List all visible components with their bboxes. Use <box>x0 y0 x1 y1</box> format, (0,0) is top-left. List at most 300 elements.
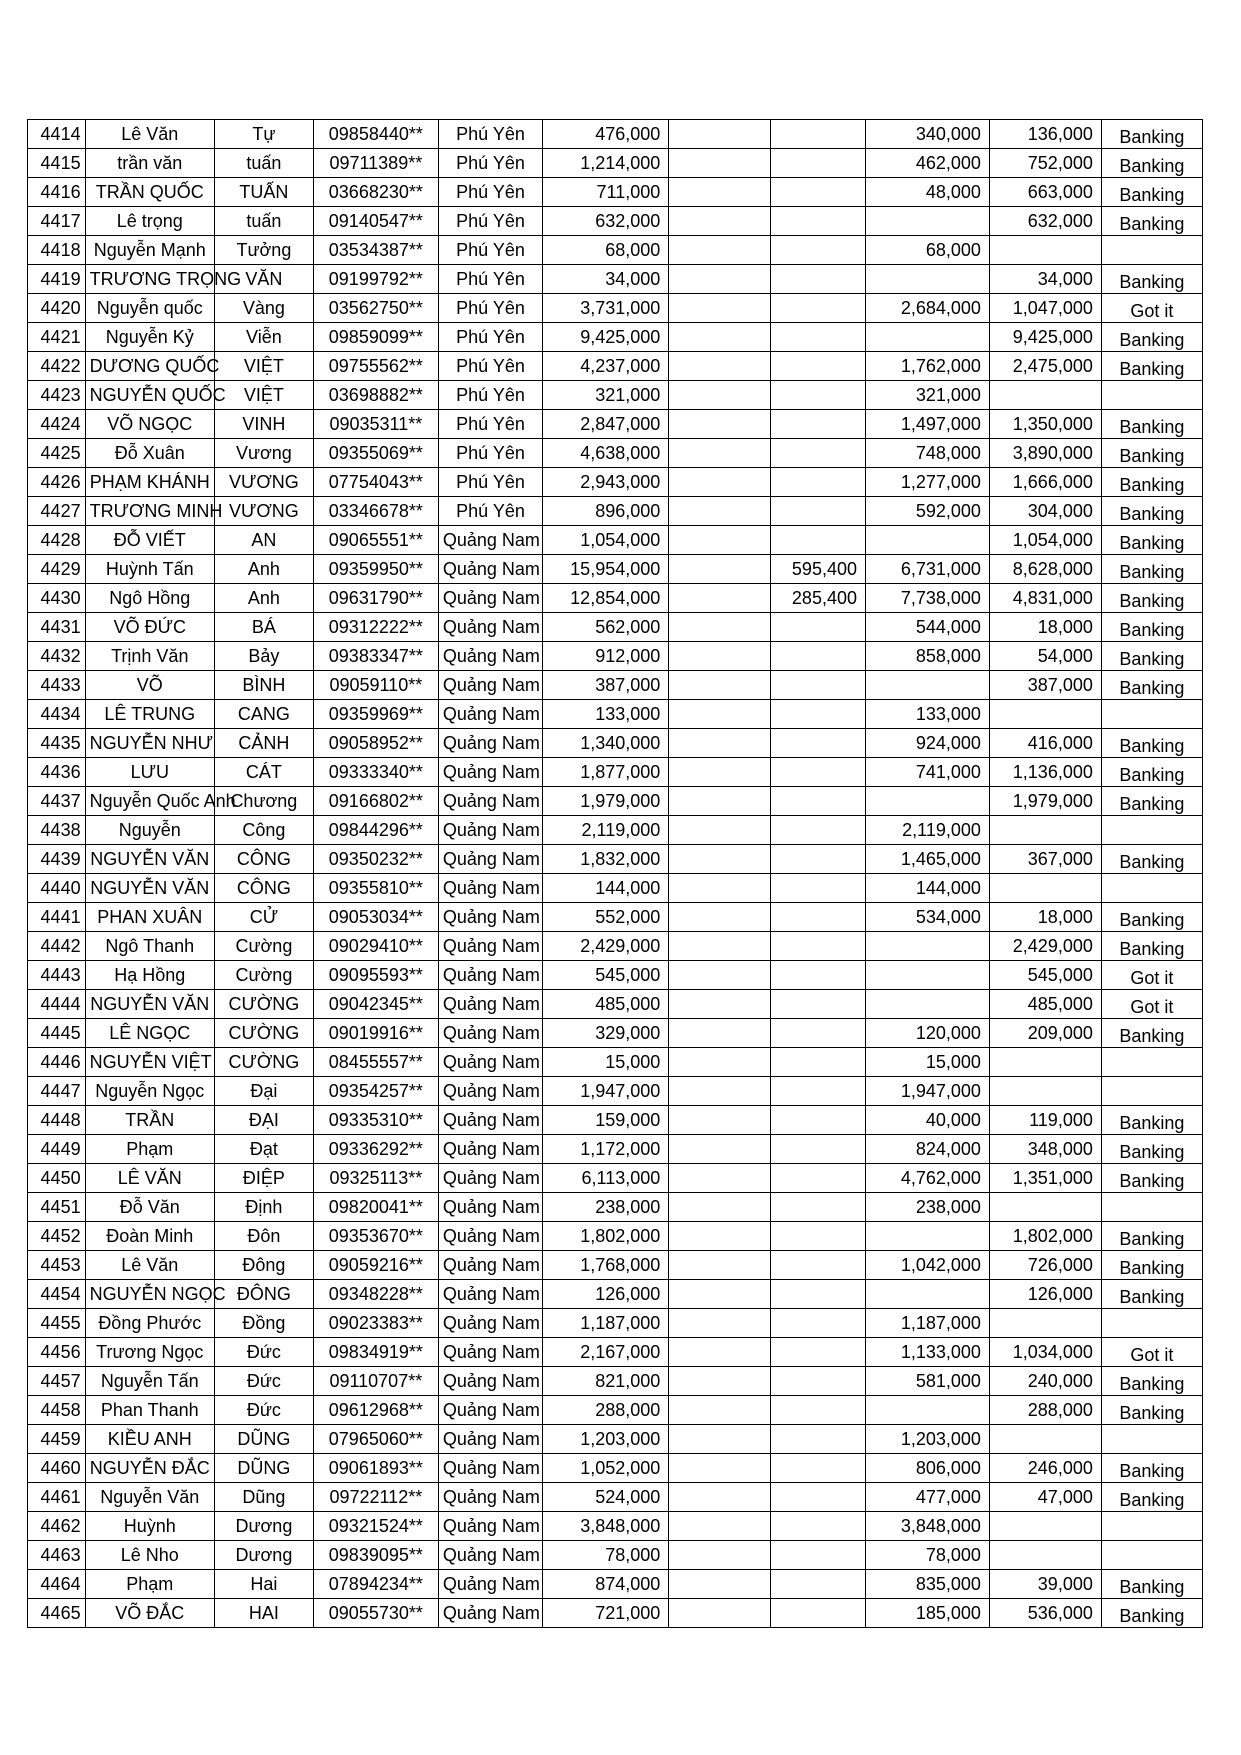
amount-col9-cell: 1,042,000 <box>866 1251 990 1280</box>
total-amount-cell: 1,054,000 <box>543 526 669 555</box>
amount-col8-cell <box>771 1338 866 1367</box>
amount-col8-cell <box>771 120 866 149</box>
last-middle-name-cell: Ngô Hồng <box>85 584 214 613</box>
amount-col9-cell: 40,000 <box>866 1106 990 1135</box>
amount-col7-cell <box>669 1570 771 1599</box>
first-name-cell: Công <box>214 816 313 845</box>
phone-cell: 03534387** <box>313 236 438 265</box>
amount-col9-cell <box>866 1396 990 1425</box>
amount-col8-cell <box>771 1193 866 1222</box>
last-middle-name-cell: Huỳnh Tấn <box>85 555 214 584</box>
amount-col10-cell: 1,979,000 <box>989 787 1101 816</box>
amount-col7-cell <box>669 1367 771 1396</box>
amount-col9-cell: 1,465,000 <box>866 845 990 874</box>
table-row <box>28 1396 1203 1425</box>
amount-col8-cell: 285,400 <box>771 584 866 613</box>
province-cell: Quảng Nam <box>438 1106 542 1135</box>
first-name-cell: Đôn <box>214 1222 313 1251</box>
phone-cell: 09065551** <box>313 526 438 555</box>
amount-col9-cell: 477,000 <box>866 1483 990 1512</box>
row-number-cell: 4431 <box>28 613 86 642</box>
table-row <box>28 1570 1203 1599</box>
phone-cell: 09858440** <box>313 120 438 149</box>
table-row <box>28 1135 1203 1164</box>
province-cell: Phú Yên <box>438 207 542 236</box>
table-row <box>28 294 1203 323</box>
row-number-cell: 4423 <box>28 381 86 410</box>
amount-col8-cell <box>771 1454 866 1483</box>
amount-col8-cell <box>771 1135 866 1164</box>
amount-col9-cell: 592,000 <box>866 497 990 526</box>
province-cell: Phú Yên <box>438 236 542 265</box>
status-cell <box>1101 819 1202 848</box>
table-row <box>28 1251 1203 1280</box>
row-number-cell: 4420 <box>28 294 86 323</box>
phone-cell: 09383347** <box>313 642 438 671</box>
row-number-cell: 4464 <box>28 1570 86 1599</box>
amount-col9-cell: 806,000 <box>866 1454 990 1483</box>
table-row <box>28 1541 1203 1570</box>
amount-col9-cell: 238,000 <box>866 1193 990 1222</box>
province-cell: Phú Yên <box>438 352 542 381</box>
last-middle-name-cell: TRƯƠNG MINH <box>85 497 214 526</box>
last-middle-name-cell: NGUYỄN VĂN <box>85 874 214 903</box>
amount-col7-cell <box>669 1599 771 1628</box>
row-number-cell: 4465 <box>28 1599 86 1628</box>
row-number-cell: 4440 <box>28 874 86 903</box>
table-row <box>28 555 1203 584</box>
province-cell: Quảng Nam <box>438 1077 542 1106</box>
row-number-cell: 4442 <box>28 932 86 961</box>
amount-col7-cell <box>669 294 771 323</box>
total-amount-cell: 1,877,000 <box>543 758 669 787</box>
row-number-cell: 4456 <box>28 1338 86 1367</box>
province-cell: Quảng Nam <box>438 990 542 1019</box>
row-number-cell: 4422 <box>28 352 86 381</box>
amount-col7-cell <box>669 178 771 207</box>
province-cell: Quảng Nam <box>438 1309 542 1338</box>
first-name-cell: Đông <box>214 1251 313 1280</box>
province-cell: Quảng Nam <box>438 1367 542 1396</box>
amount-col10-cell <box>989 1541 1101 1570</box>
amount-col10-cell <box>989 700 1101 729</box>
amount-col10-cell: 726,000 <box>989 1251 1101 1280</box>
row-number-cell: 4425 <box>28 439 86 468</box>
total-amount-cell: 288,000 <box>543 1396 669 1425</box>
total-amount-cell: 721,000 <box>543 1599 669 1628</box>
amount-col10-cell: 545,000 <box>989 961 1101 990</box>
amount-col7-cell <box>669 352 771 381</box>
total-amount-cell: 476,000 <box>543 120 669 149</box>
table-row <box>28 323 1203 352</box>
row-number-cell: 4415 <box>28 149 86 178</box>
first-name-cell: Vương <box>214 439 313 468</box>
last-middle-name-cell: ĐỖ VIẾT <box>85 526 214 555</box>
amount-col10-cell <box>989 1077 1101 1106</box>
amount-col8-cell <box>771 178 866 207</box>
row-number-cell: 4461 <box>28 1483 86 1512</box>
status-cell: Banking <box>1101 1283 1202 1312</box>
amount-col7-cell <box>669 584 771 613</box>
amount-col8-cell <box>771 1570 866 1599</box>
phone-cell: 09722112** <box>313 1483 438 1512</box>
amount-col10-cell: 1,047,000 <box>989 294 1101 323</box>
amount-col7-cell <box>669 990 771 1019</box>
province-cell: Quảng Nam <box>438 816 542 845</box>
row-number-cell: 4426 <box>28 468 86 497</box>
row-number-cell: 4444 <box>28 990 86 1019</box>
table-row <box>28 1193 1203 1222</box>
amount-col7-cell <box>669 1019 771 1048</box>
first-name-cell: VINH <box>214 410 313 439</box>
amount-col7-cell <box>669 932 771 961</box>
amount-col9-cell <box>866 1222 990 1251</box>
row-number-cell: 4448 <box>28 1106 86 1135</box>
amount-col10-cell: 416,000 <box>989 729 1101 758</box>
row-number-cell: 4416 <box>28 178 86 207</box>
table-row <box>28 265 1203 294</box>
amount-col7-cell <box>669 236 771 265</box>
phone-cell: 09095593** <box>313 961 438 990</box>
amount-col8-cell <box>771 265 866 294</box>
amount-col7-cell <box>669 671 771 700</box>
row-number-cell: 4438 <box>28 816 86 845</box>
amount-col7-cell <box>669 874 771 903</box>
phone-cell: 03698882** <box>313 381 438 410</box>
row-number-cell: 4450 <box>28 1164 86 1193</box>
amount-col8-cell <box>771 816 866 845</box>
province-cell: Quảng Nam <box>438 1425 542 1454</box>
first-name-cell: Đồng <box>214 1309 313 1338</box>
amount-col7-cell <box>669 961 771 990</box>
amount-col10-cell: 632,000 <box>989 207 1101 236</box>
first-name-cell: Đại <box>214 1077 313 1106</box>
first-name-cell: Dương <box>214 1541 313 1570</box>
phone-cell: 09199792** <box>313 265 438 294</box>
amount-col10-cell: 209,000 <box>989 1019 1101 1048</box>
amount-col10-cell: 752,000 <box>989 149 1101 178</box>
status-cell: Banking <box>1101 413 1202 442</box>
province-cell: Phú Yên <box>438 265 542 294</box>
row-number-cell: 4434 <box>28 700 86 729</box>
status-cell: Banking <box>1101 326 1202 355</box>
amount-col7-cell <box>669 381 771 410</box>
first-name-cell: Bảy <box>214 642 313 671</box>
province-cell: Quảng Nam <box>438 1280 542 1309</box>
total-amount-cell: 2,167,000 <box>543 1338 669 1367</box>
total-amount-cell: 552,000 <box>543 903 669 932</box>
last-middle-name-cell: Nguyễn Tấn <box>85 1367 214 1396</box>
status-cell: Got it <box>1101 1341 1202 1370</box>
last-middle-name-cell: Phan Thanh <box>85 1396 214 1425</box>
amount-col8-cell <box>771 207 866 236</box>
province-cell: Quảng Nam <box>438 1135 542 1164</box>
amount-col7-cell <box>669 642 771 671</box>
phone-cell: 09839095** <box>313 1541 438 1570</box>
table-row <box>28 874 1203 903</box>
last-middle-name-cell: Đỗ Văn <box>85 1193 214 1222</box>
amount-col7-cell <box>669 1280 771 1309</box>
total-amount-cell: 34,000 <box>543 265 669 294</box>
row-number-cell: 4428 <box>28 526 86 555</box>
table-row <box>28 439 1203 468</box>
phone-cell: 09042345** <box>313 990 438 1019</box>
table-row <box>28 1106 1203 1135</box>
first-name-cell: CƯỜNG <box>214 1048 313 1077</box>
amount-col9-cell: 534,000 <box>866 903 990 932</box>
first-name-cell: Vàng <box>214 294 313 323</box>
amount-col9-cell <box>866 990 990 1019</box>
province-cell: Quảng Nam <box>438 961 542 990</box>
amount-col8-cell <box>771 874 866 903</box>
total-amount-cell: 9,425,000 <box>543 323 669 352</box>
status-cell: Banking <box>1101 616 1202 645</box>
last-middle-name-cell: TRẦN QUỐC <box>85 178 214 207</box>
total-amount-cell: 6,113,000 <box>543 1164 669 1193</box>
last-middle-name-cell: NGUYỄN QUỐC <box>85 381 214 410</box>
status-cell <box>1101 1196 1202 1225</box>
amount-col7-cell <box>669 149 771 178</box>
row-number-cell: 4436 <box>28 758 86 787</box>
amount-col9-cell: 748,000 <box>866 439 990 468</box>
row-number-cell: 4453 <box>28 1251 86 1280</box>
phone-cell: 09354257** <box>313 1077 438 1106</box>
amount-col7-cell <box>669 1425 771 1454</box>
amount-col9-cell <box>866 323 990 352</box>
amount-col9-cell <box>866 671 990 700</box>
total-amount-cell: 4,237,000 <box>543 352 669 381</box>
row-number-cell: 4435 <box>28 729 86 758</box>
last-middle-name-cell: TRƯƠNG TRỌNG <box>85 265 214 294</box>
phone-cell: 09353670** <box>313 1222 438 1251</box>
phone-cell: 09055730** <box>313 1599 438 1628</box>
first-name-cell: ĐIỆP <box>214 1164 313 1193</box>
last-middle-name-cell: Nguyễn <box>85 816 214 845</box>
last-middle-name-cell: VÕ ĐẮC <box>85 1599 214 1628</box>
total-amount-cell: 485,000 <box>543 990 669 1019</box>
row-number-cell: 4418 <box>28 236 86 265</box>
status-cell: Banking <box>1101 1486 1202 1515</box>
amount-col8-cell <box>771 1280 866 1309</box>
province-cell: Quảng Nam <box>438 1048 542 1077</box>
phone-cell: 09844296** <box>313 816 438 845</box>
table-row <box>28 584 1203 613</box>
total-amount-cell: 15,954,000 <box>543 555 669 584</box>
table-row <box>28 1048 1203 1077</box>
phone-cell: 09166802** <box>313 787 438 816</box>
total-amount-cell: 1,203,000 <box>543 1425 669 1454</box>
province-cell: Quảng Nam <box>438 1599 542 1628</box>
amount-col8-cell <box>771 1367 866 1396</box>
total-amount-cell: 329,000 <box>543 1019 669 1048</box>
last-middle-name-cell: PHAN XUÂN <box>85 903 214 932</box>
last-middle-name-cell: Đoàn Minh <box>85 1222 214 1251</box>
table-row <box>28 1164 1203 1193</box>
phone-cell: 09029410** <box>313 932 438 961</box>
first-name-cell: CỬ <box>214 903 313 932</box>
last-middle-name-cell: VÕ ĐỨC <box>85 613 214 642</box>
phone-cell: 09631790** <box>313 584 438 613</box>
last-middle-name-cell: trần văn <box>85 149 214 178</box>
amount-col8-cell <box>771 1512 866 1541</box>
province-cell: Quảng Nam <box>438 1541 542 1570</box>
amount-col7-cell <box>669 903 771 932</box>
amount-col8-cell <box>771 758 866 787</box>
status-cell: Got it <box>1101 297 1202 326</box>
amount-col8-cell <box>771 1164 866 1193</box>
province-cell: Phú Yên <box>438 178 542 207</box>
status-cell <box>1101 384 1202 413</box>
amount-col10-cell <box>989 1425 1101 1454</box>
amount-col9-cell: 2,684,000 <box>866 294 990 323</box>
last-middle-name-cell: VÕ <box>85 671 214 700</box>
amount-col8-cell <box>771 845 866 874</box>
table-row <box>28 1454 1203 1483</box>
first-name-cell: CÁT <box>214 758 313 787</box>
phone-cell: 09312222** <box>313 613 438 642</box>
first-name-cell: Cường <box>214 961 313 990</box>
last-middle-name-cell: PHẠM KHÁNH <box>85 468 214 497</box>
status-cell: Banking <box>1101 906 1202 935</box>
total-amount-cell: 562,000 <box>543 613 669 642</box>
row-number-cell: 4452 <box>28 1222 86 1251</box>
status-cell: Banking <box>1101 442 1202 471</box>
phone-cell: 09355810** <box>313 874 438 903</box>
total-amount-cell: 1,340,000 <box>543 729 669 758</box>
phone-cell: 09059216** <box>313 1251 438 1280</box>
total-amount-cell: 545,000 <box>543 961 669 990</box>
row-number-cell: 4417 <box>28 207 86 236</box>
status-cell: Banking <box>1101 848 1202 877</box>
amount-col7-cell <box>669 1135 771 1164</box>
last-middle-name-cell: NGUYỄN NGỌC <box>85 1280 214 1309</box>
amount-col8-cell <box>771 1396 866 1425</box>
row-number-cell: 4433 <box>28 671 86 700</box>
province-cell: Quảng Nam <box>438 1019 542 1048</box>
amount-col10-cell: 536,000 <box>989 1599 1101 1628</box>
amount-col10-cell: 4,831,000 <box>989 584 1101 613</box>
amount-col9-cell <box>866 961 990 990</box>
table-row <box>28 642 1203 671</box>
row-number-cell: 4457 <box>28 1367 86 1396</box>
last-middle-name-cell: Nguyễn Ngọc <box>85 1077 214 1106</box>
table-row <box>28 1483 1203 1512</box>
province-cell: Phú Yên <box>438 497 542 526</box>
province-cell: Quảng Nam <box>438 903 542 932</box>
status-cell: Banking <box>1101 935 1202 964</box>
amount-col8-cell <box>771 439 866 468</box>
status-cell: Banking <box>1101 732 1202 761</box>
row-number-cell: 4432 <box>28 642 86 671</box>
status-cell <box>1101 1544 1202 1573</box>
total-amount-cell: 711,000 <box>543 178 669 207</box>
total-amount-cell: 126,000 <box>543 1280 669 1309</box>
phone-cell: 09350232** <box>313 845 438 874</box>
amount-col9-cell: 68,000 <box>866 236 990 265</box>
amount-col10-cell: 1,666,000 <box>989 468 1101 497</box>
first-name-cell: Định <box>214 1193 313 1222</box>
last-middle-name-cell: Lê Nho <box>85 1541 214 1570</box>
amount-col7-cell <box>669 845 771 874</box>
province-cell: Quảng Nam <box>438 1483 542 1512</box>
amount-col7-cell <box>669 555 771 584</box>
total-amount-cell: 4,638,000 <box>543 439 669 468</box>
last-middle-name-cell: Phạm <box>85 1135 214 1164</box>
phone-cell: 09859099** <box>313 323 438 352</box>
province-cell: Quảng Nam <box>438 1193 542 1222</box>
amount-col7-cell <box>669 613 771 642</box>
province-cell: Quảng Nam <box>438 787 542 816</box>
amount-col8-cell <box>771 1077 866 1106</box>
amount-col10-cell: 1,350,000 <box>989 410 1101 439</box>
province-cell: Quảng Nam <box>438 845 542 874</box>
phone-cell: 09612968** <box>313 1396 438 1425</box>
province-cell: Phú Yên <box>438 120 542 149</box>
phone-cell: 09335310** <box>313 1106 438 1135</box>
amount-col8-cell <box>771 671 866 700</box>
status-cell: Banking <box>1101 123 1202 152</box>
table-row <box>28 497 1203 526</box>
province-cell: Quảng Nam <box>438 758 542 787</box>
status-cell: Banking <box>1101 558 1202 587</box>
amount-col10-cell <box>989 381 1101 410</box>
last-middle-name-cell: LÊ VĂN <box>85 1164 214 1193</box>
last-middle-name-cell: Đỗ Xuân <box>85 439 214 468</box>
amount-col10-cell: 2,475,000 <box>989 352 1101 381</box>
status-cell: Banking <box>1101 152 1202 181</box>
amount-col10-cell: 348,000 <box>989 1135 1101 1164</box>
amount-col8-cell <box>771 352 866 381</box>
table-row <box>28 207 1203 236</box>
total-amount-cell: 321,000 <box>543 381 669 410</box>
table-row <box>28 1425 1203 1454</box>
amount-col9-cell: 2,119,000 <box>866 816 990 845</box>
total-amount-cell: 15,000 <box>543 1048 669 1077</box>
row-number-cell: 4447 <box>28 1077 86 1106</box>
table-row <box>28 1222 1203 1251</box>
amount-col8-cell <box>771 236 866 265</box>
row-number-cell: 4443 <box>28 961 86 990</box>
total-amount-cell: 159,000 <box>543 1106 669 1135</box>
total-amount-cell: 68,000 <box>543 236 669 265</box>
amount-col8-cell <box>771 729 866 758</box>
amount-col10-cell: 39,000 <box>989 1570 1101 1599</box>
amount-col10-cell: 119,000 <box>989 1106 1101 1135</box>
province-cell: Quảng Nam <box>438 642 542 671</box>
first-name-cell: CÔNG <box>214 845 313 874</box>
first-name-cell: ĐẠI <box>214 1106 313 1135</box>
amount-col10-cell: 47,000 <box>989 1483 1101 1512</box>
amount-col10-cell: 367,000 <box>989 845 1101 874</box>
amount-col9-cell: 6,731,000 <box>866 555 990 584</box>
province-cell: Quảng Nam <box>438 1222 542 1251</box>
last-middle-name-cell: NGUYỄN NHƯ <box>85 729 214 758</box>
amount-col7-cell <box>669 1454 771 1483</box>
amount-col8-cell <box>771 381 866 410</box>
province-cell: Quảng Nam <box>438 526 542 555</box>
amount-col8-cell <box>771 1251 866 1280</box>
province-cell: Phú Yên <box>438 323 542 352</box>
table-row <box>28 816 1203 845</box>
amount-col9-cell <box>866 526 990 555</box>
status-cell: Banking <box>1101 268 1202 297</box>
amount-col7-cell <box>669 1309 771 1338</box>
amount-col10-cell: 18,000 <box>989 613 1101 642</box>
amount-col10-cell: 34,000 <box>989 265 1101 294</box>
last-middle-name-cell: Trương Ngọc <box>85 1338 214 1367</box>
province-cell: Quảng Nam <box>438 1454 542 1483</box>
amount-col7-cell <box>669 120 771 149</box>
